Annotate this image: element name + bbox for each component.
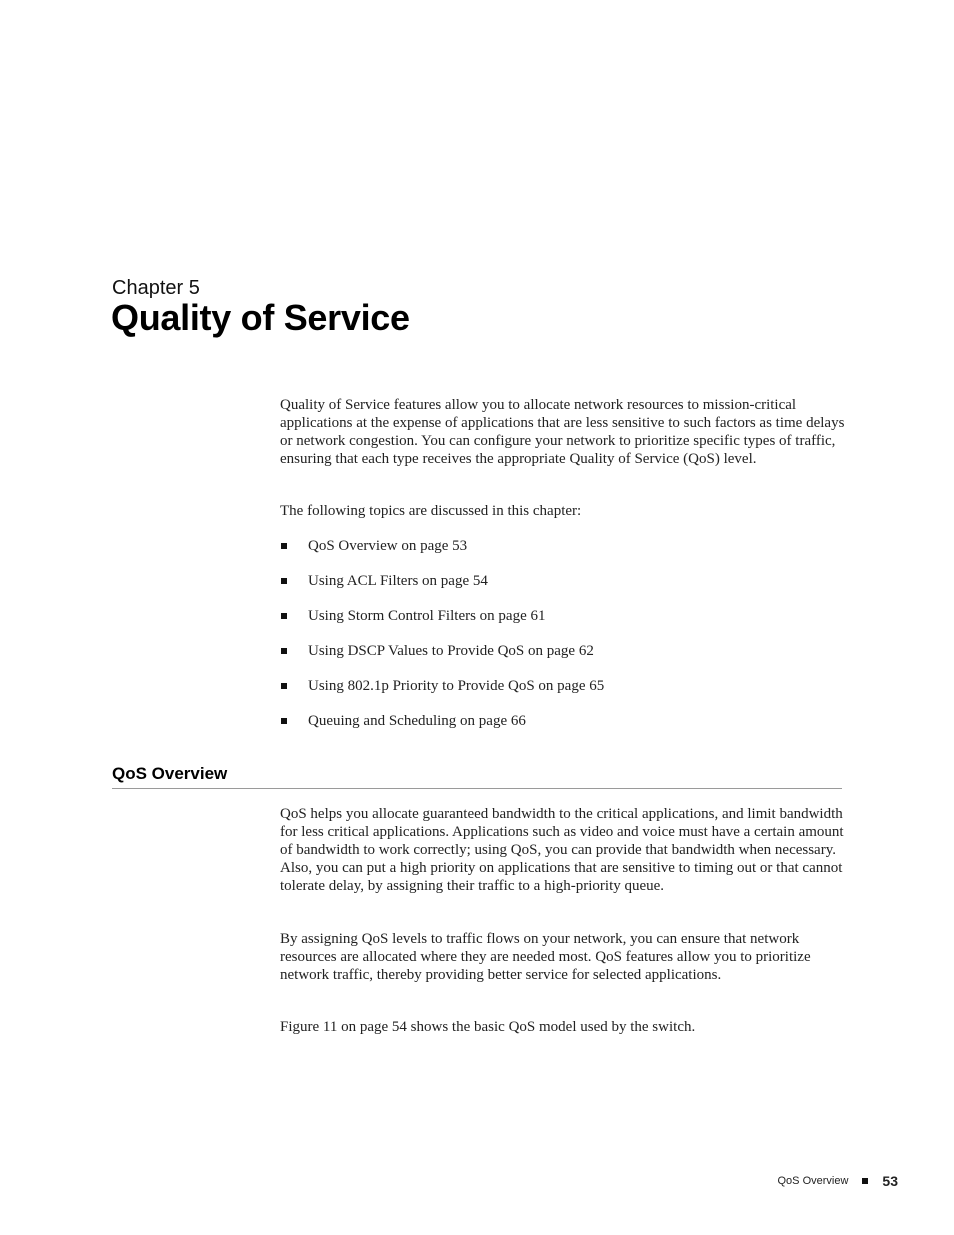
- section-divider: [112, 788, 842, 789]
- topic-link[interactable]: QoS Overview on page 53: [308, 538, 468, 554]
- topic-item[interactable]: [280, 712, 604, 730]
- topic-item[interactable]: [280, 677, 604, 695]
- square-bullet-icon: [281, 613, 287, 619]
- section-paragraph-text: Figure 11 on page 54 shows the basic QoS model used by the switch.: [280, 1019, 696, 1035]
- section-paragraph-text: QoS helps you allocate guaranteed bandwidth to the critical applications, and limit bandwidth for less critical applications. Applications such as video and voice must have a certain amount of bandwidth to work correctly; using QoS, you can provide that bandwidth when necessary. Also, you can put a high priority on applications that are sensitive to timing out or that cannot tolerate delay, by assigning their traffic to a high-priority queue.: [280, 806, 844, 894]
- section-paragraph: [280, 1018, 845, 1036]
- section-paragraph-text: By assigning QoS levels to traffic flows on your network, you can ensure that network resources are allocated where they are needed most. QoS features allow you to prioritize network traffic, thereby providing better service for selected applications.: [280, 931, 811, 983]
- page-number: 53: [882, 1173, 898, 1189]
- section-heading: QoS Overview: [112, 764, 228, 783]
- page-footer: [778, 1172, 899, 1190]
- topics-lead-text: The following topics are discussed in this chapter:: [280, 503, 582, 519]
- square-bullet-icon: [281, 718, 287, 724]
- topic-item[interactable]: [280, 537, 604, 555]
- topic-item[interactable]: [280, 607, 604, 625]
- intro-text: Quality of Service features allow you to allocate network resources to mission-critical applications at the expense of applications that are less sensitive to such factors as time delays or network congestion. You can configure your network to prioritize specific types of traffic, ensuring that each type receives the appropriate Quality of Service (QoS) level.: [280, 397, 845, 467]
- square-bullet-icon: [281, 683, 287, 689]
- square-separator-icon: [862, 1178, 868, 1184]
- topic-link[interactable]: Using 802.1p Priority to Provide QoS on page 65: [308, 678, 605, 694]
- square-bullet-icon: [281, 578, 287, 584]
- section-paragraph: [280, 930, 845, 984]
- topic-list: [280, 537, 604, 747]
- intro-paragraph: [280, 396, 845, 468]
- topic-link[interactable]: Queuing and Scheduling on page 66: [308, 713, 526, 729]
- chapter-title: Quality of Service: [111, 297, 410, 338]
- topic-link[interactable]: Using DSCP Values to Provide QoS on page 62: [308, 643, 594, 659]
- footer-section-name: QoS Overview: [777, 1175, 849, 1187]
- topic-link[interactable]: Using Storm Control Filters on page 61: [308, 608, 546, 624]
- topic-link[interactable]: Using ACL Filters on page 54: [308, 573, 488, 589]
- topic-item[interactable]: [280, 642, 604, 660]
- square-bullet-icon: [281, 648, 287, 654]
- topic-item[interactable]: [280, 572, 604, 590]
- chapter-label: Chapter 5: [112, 277, 200, 299]
- square-bullet-icon: [281, 543, 287, 549]
- section-paragraph: [280, 805, 845, 895]
- topics-lead: [280, 502, 845, 520]
